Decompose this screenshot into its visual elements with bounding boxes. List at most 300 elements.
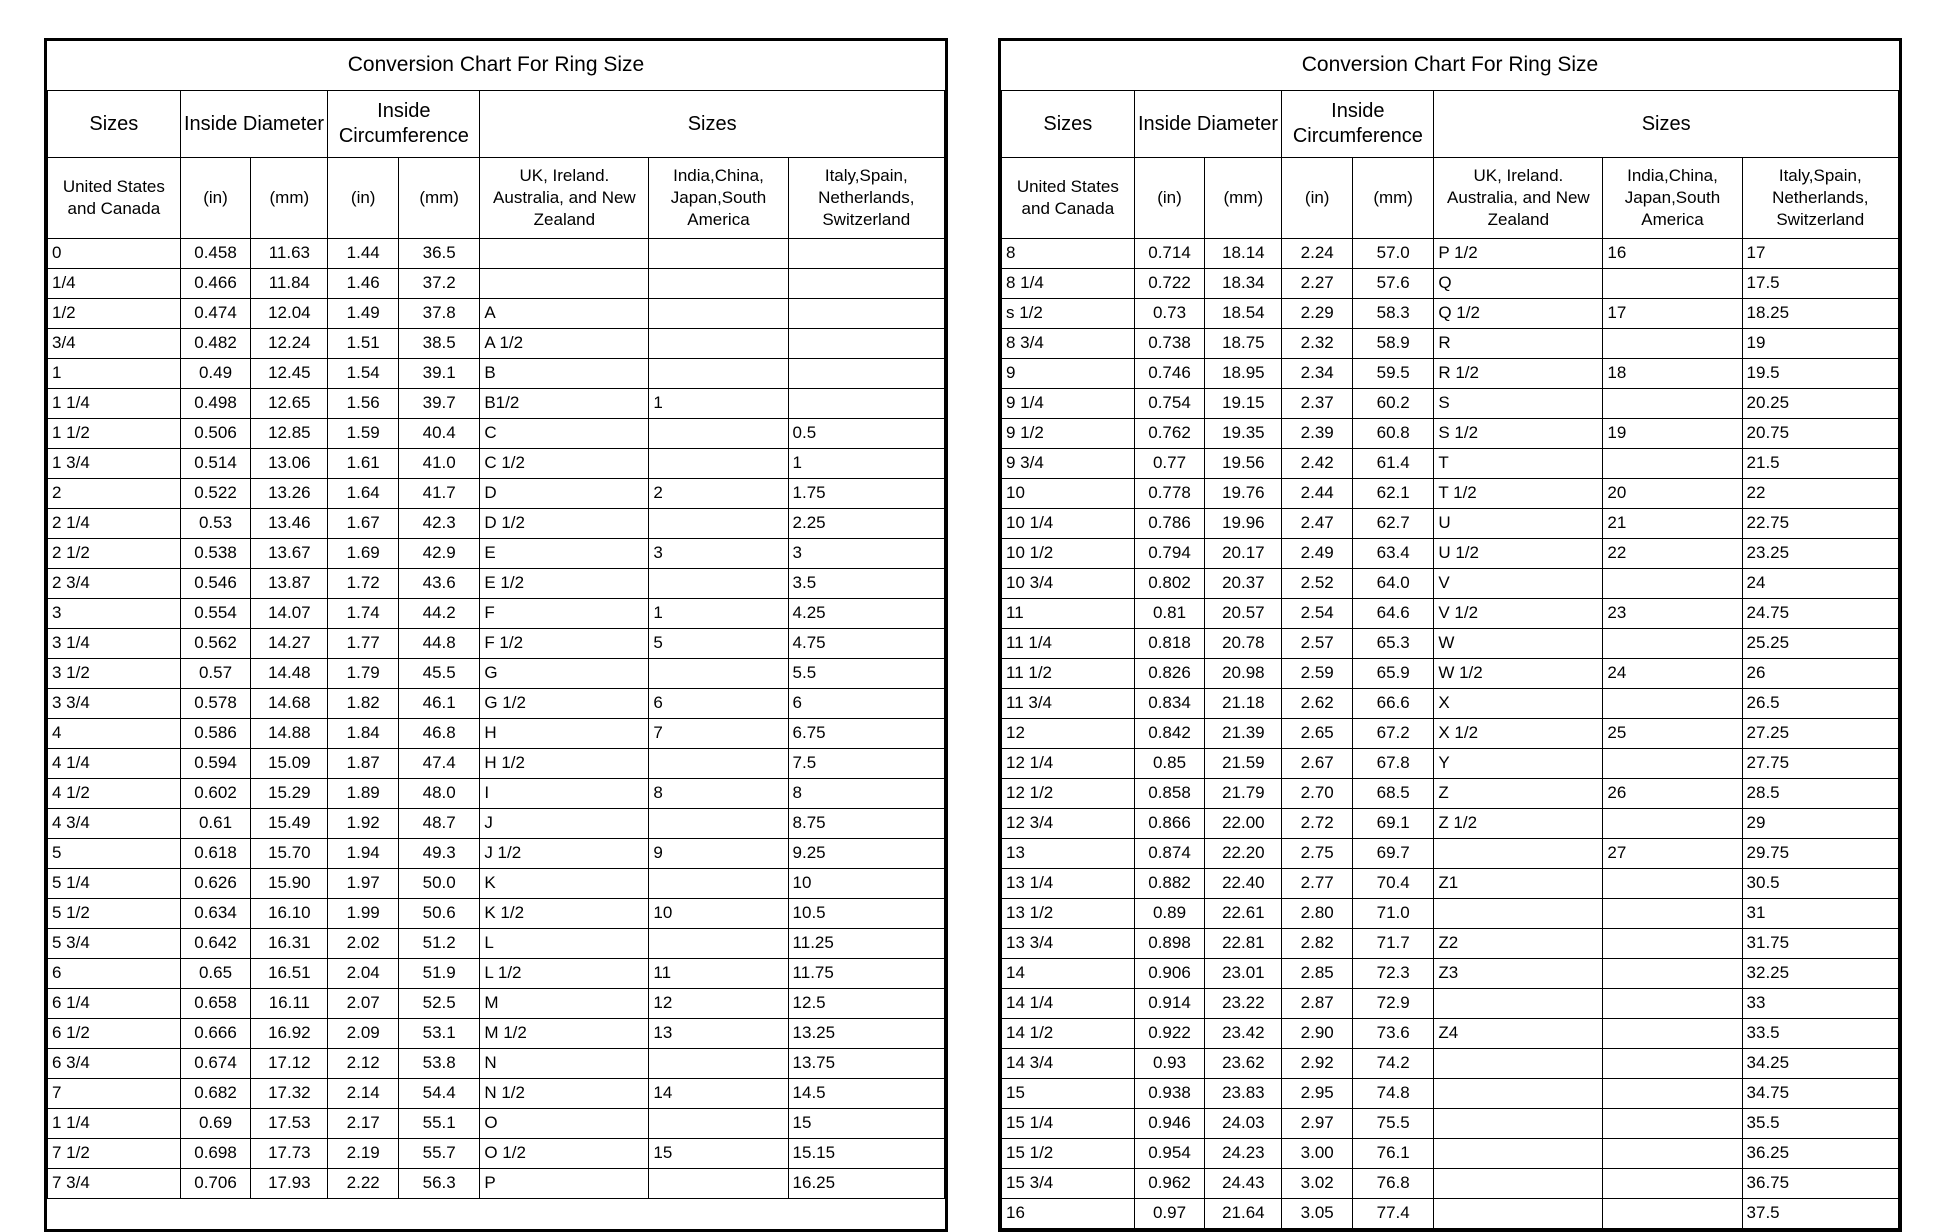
- table-cell: 46.1: [399, 689, 480, 719]
- table-cell: [1603, 1019, 1742, 1049]
- table-cell: 0.658: [180, 989, 251, 1019]
- table-row: [48, 629, 945, 659]
- table-cell: 0.714: [1134, 239, 1205, 269]
- table-cell: 34.75: [1742, 1079, 1898, 1109]
- table-cell: 1.94: [328, 839, 399, 869]
- table-cell: 15: [788, 1109, 944, 1139]
- table-cell: 1.54: [328, 359, 399, 389]
- table-cell: 62.7: [1353, 509, 1434, 539]
- table-cell: 19: [1742, 329, 1898, 359]
- table-cell: 0.458: [180, 239, 251, 269]
- table-cell: 27.25: [1742, 719, 1898, 749]
- table-cell: 51.2: [399, 929, 480, 959]
- table-cell: 0.738: [1134, 329, 1205, 359]
- table-cell: 15 3/4: [1002, 1169, 1135, 1199]
- table-cell: 1.89: [328, 779, 399, 809]
- table-cell: 0.834: [1134, 689, 1205, 719]
- table-cell: 30.5: [1742, 869, 1898, 899]
- table-cell: 24: [1742, 569, 1898, 599]
- table-cell: 24.23: [1205, 1139, 1282, 1169]
- table-cell: [1603, 989, 1742, 1019]
- table-cell: 2.12: [328, 1049, 399, 1079]
- table-cell: 0.842: [1134, 719, 1205, 749]
- table-cell: 25.25: [1742, 629, 1898, 659]
- table-cell: [480, 239, 649, 269]
- table-cell: 32.25: [1742, 959, 1898, 989]
- table-row: [1002, 269, 1899, 299]
- table-cell: 42.3: [399, 509, 480, 539]
- table-row: [48, 1169, 945, 1199]
- table-cell: 46.8: [399, 719, 480, 749]
- table-cell: [649, 419, 788, 449]
- table-cell: N 1/2: [480, 1079, 649, 1109]
- table-cell: 34.25: [1742, 1049, 1898, 1079]
- table-cell: 9.25: [788, 839, 944, 869]
- table-cell: 9 3/4: [1002, 449, 1135, 479]
- table-cell: 3.00: [1282, 1139, 1353, 1169]
- table-cell: 9: [649, 839, 788, 869]
- table-cell: G 1/2: [480, 689, 649, 719]
- table-cell: 17.53: [251, 1109, 328, 1139]
- table-cell: 74.2: [1353, 1049, 1434, 1079]
- table-cell: 0.618: [180, 839, 251, 869]
- table-cell: 50.0: [399, 869, 480, 899]
- table-cell: 5 1/2: [48, 899, 181, 929]
- table-cell: 1.67: [328, 509, 399, 539]
- table-cell: 64.0: [1353, 569, 1434, 599]
- table-cell: 19.5: [1742, 359, 1898, 389]
- table-cell: 6 3/4: [48, 1049, 181, 1079]
- table-row: [1002, 1049, 1899, 1079]
- table-cell: 13.06: [251, 449, 328, 479]
- table-cell: Z1: [1434, 869, 1603, 899]
- table-cell: 38.5: [399, 329, 480, 359]
- table-cell: 14 3/4: [1002, 1049, 1135, 1079]
- table-cell: 2 1/2: [48, 539, 181, 569]
- table-cell: 2: [649, 479, 788, 509]
- table-cell: 5: [649, 629, 788, 659]
- table-cell: 62.1: [1353, 479, 1434, 509]
- table-cell: 8 1/4: [1002, 269, 1135, 299]
- table-cell: V: [1434, 569, 1603, 599]
- table-cell: 1.61: [328, 449, 399, 479]
- table-cell: 26: [1742, 659, 1898, 689]
- table-cell: [788, 329, 944, 359]
- sub-header-us-canada: United States and Canada: [1002, 158, 1135, 239]
- table-cell: 24: [1603, 659, 1742, 689]
- table-cell: 11: [1002, 599, 1135, 629]
- table-cell: 4 1/2: [48, 779, 181, 809]
- table-cell: [649, 809, 788, 839]
- table-cell: 33: [1742, 989, 1898, 1019]
- table-cell: 2.92: [1282, 1049, 1353, 1079]
- table-cell: [649, 359, 788, 389]
- table-cell: 5: [48, 839, 181, 869]
- table-cell: 18.75: [1205, 329, 1282, 359]
- table-cell: 7: [649, 719, 788, 749]
- table-row: [48, 479, 945, 509]
- table-row: [1002, 569, 1899, 599]
- table-row: [48, 899, 945, 929]
- table-cell: [1434, 989, 1603, 1019]
- table-cell: 29.75: [1742, 839, 1898, 869]
- table-cell: 0.554: [180, 599, 251, 629]
- table-cell: Q: [1434, 269, 1603, 299]
- table-cell: 4: [48, 719, 181, 749]
- table-cell: 2.17: [328, 1109, 399, 1139]
- table-cell: 77.4: [1353, 1199, 1434, 1229]
- table-cell: 0.722: [1134, 269, 1205, 299]
- table-cell: [1603, 389, 1742, 419]
- table-cell: T: [1434, 449, 1603, 479]
- table-cell: 15.70: [251, 839, 328, 869]
- table-cell: E: [480, 539, 649, 569]
- table-cell: [480, 269, 649, 299]
- table-cell: L 1/2: [480, 959, 649, 989]
- table-cell: 21: [1603, 509, 1742, 539]
- table-title-row: [1002, 41, 1899, 91]
- table-cell: 0.818: [1134, 629, 1205, 659]
- table-cell: 0.602: [180, 779, 251, 809]
- table-cell: 37.8: [399, 299, 480, 329]
- table-cell: 16: [1002, 1199, 1135, 1229]
- table-cell: 2.49: [1282, 539, 1353, 569]
- table-cell: 2.29: [1282, 299, 1353, 329]
- table-cell: X: [1434, 689, 1603, 719]
- table-cell: I: [480, 779, 649, 809]
- table-row: [1002, 779, 1899, 809]
- table-cell: 3 3/4: [48, 689, 181, 719]
- table-cell: 18.54: [1205, 299, 1282, 329]
- table-cell: 65.9: [1353, 659, 1434, 689]
- table-cell: 49.3: [399, 839, 480, 869]
- table-cell: 56.3: [399, 1169, 480, 1199]
- table-cell: 23: [1603, 599, 1742, 629]
- table-cell: 2.59: [1282, 659, 1353, 689]
- table-cell: 50.6: [399, 899, 480, 929]
- table-cell: 4 1/4: [48, 749, 181, 779]
- table-cell: 13 3/4: [1002, 929, 1135, 959]
- table-cell: 23.42: [1205, 1019, 1282, 1049]
- table-cell: 2.97: [1282, 1109, 1353, 1139]
- table-cell: 0.858: [1134, 779, 1205, 809]
- table-cell: 14 1/4: [1002, 989, 1135, 1019]
- table-cell: 1.77: [328, 629, 399, 659]
- table-cell: 2.24: [1282, 239, 1353, 269]
- conversion-table-right: [1001, 41, 1899, 1229]
- table-cell: 10: [649, 899, 788, 929]
- table-row: [1002, 329, 1899, 359]
- table-cell: 1 3/4: [48, 449, 181, 479]
- table-cell: 31.75: [1742, 929, 1898, 959]
- table-cell: M: [480, 989, 649, 1019]
- table-cell: 22.81: [1205, 929, 1282, 959]
- table-cell: 76.8: [1353, 1169, 1434, 1199]
- table-cell: [649, 749, 788, 779]
- table-cell: 21.79: [1205, 779, 1282, 809]
- table-cell: 0.914: [1134, 989, 1205, 1019]
- table-cell: 15 1/4: [1002, 1109, 1135, 1139]
- table-cell: 0.802: [1134, 569, 1205, 599]
- sub-header-uk: UK, Ireland. Australia, and New Zealand: [480, 158, 649, 239]
- table-cell: 15.49: [251, 809, 328, 839]
- table-cell: 13 1/4: [1002, 869, 1135, 899]
- table-row: [1002, 419, 1899, 449]
- table-cell: 2.34: [1282, 359, 1353, 389]
- table-cell: T 1/2: [1434, 479, 1603, 509]
- table-cell: 0.674: [180, 1049, 251, 1079]
- table-cell: 0.642: [180, 929, 251, 959]
- table-cell: 8.75: [788, 809, 944, 839]
- table-cell: H 1/2: [480, 749, 649, 779]
- table-cell: [1434, 1109, 1603, 1139]
- table-cell: 0.746: [1134, 359, 1205, 389]
- table-cell: 37.5: [1742, 1199, 1898, 1229]
- table-cell: 7 1/2: [48, 1139, 181, 1169]
- table-cell: 3: [48, 599, 181, 629]
- table-cell: 2.62: [1282, 689, 1353, 719]
- table-cell: 13.46: [251, 509, 328, 539]
- table-cell: 0.754: [1134, 389, 1205, 419]
- table-cell: 0.53: [180, 509, 251, 539]
- table-cell: 20.57: [1205, 599, 1282, 629]
- table-cell: 2.52: [1282, 569, 1353, 599]
- table-cell: 1.82: [328, 689, 399, 719]
- table-cell: 12.5: [788, 989, 944, 1019]
- table-cell: 2 1/4: [48, 509, 181, 539]
- table-cell: 1.51: [328, 329, 399, 359]
- table-cell: 0.538: [180, 539, 251, 569]
- chart-title: Conversion Chart For Ring Size: [48, 41, 945, 91]
- table-cell: 17.93: [251, 1169, 328, 1199]
- table-row: [1002, 869, 1899, 899]
- table-cell: 64.6: [1353, 599, 1434, 629]
- ring-size-chart-right: [998, 38, 1902, 1232]
- table-cell: 24.03: [1205, 1109, 1282, 1139]
- table-row: [1002, 479, 1899, 509]
- table-cell: 2.09: [328, 1019, 399, 1049]
- table-cell: 6.75: [788, 719, 944, 749]
- table-cell: 18.25: [1742, 299, 1898, 329]
- table-cell: 0.906: [1134, 959, 1205, 989]
- table-cell: 2.95: [1282, 1079, 1353, 1109]
- table-cell: 12 1/2: [1002, 779, 1135, 809]
- table-cell: 13.26: [251, 479, 328, 509]
- table-cell: 9 1/4: [1002, 389, 1135, 419]
- table-cell: [1434, 899, 1603, 929]
- table-cell: [788, 359, 944, 389]
- table-cell: 19.15: [1205, 389, 1282, 419]
- table-cell: 24.75: [1742, 599, 1898, 629]
- table-cell: 60.2: [1353, 389, 1434, 419]
- table-cell: 71.0: [1353, 899, 1434, 929]
- group-header-sizes-us: Sizes: [48, 91, 181, 158]
- group-header-inside-circumference: Inside Circumference: [328, 91, 480, 158]
- table-cell: 57.6: [1353, 269, 1434, 299]
- table-cell: 0.954: [1134, 1139, 1205, 1169]
- table-row: [48, 569, 945, 599]
- table-row: [48, 989, 945, 1019]
- table-cell: 1.64: [328, 479, 399, 509]
- table-cell: 18: [1603, 359, 1742, 389]
- table-cell: [788, 389, 944, 419]
- table-cell: 6 1/2: [48, 1019, 181, 1049]
- table-cell: [1434, 1049, 1603, 1079]
- table-cell: 16.51: [251, 959, 328, 989]
- table-cell: F: [480, 599, 649, 629]
- table-cell: 17.73: [251, 1139, 328, 1169]
- table-cell: 1.84: [328, 719, 399, 749]
- table-cell: Q 1/2: [1434, 299, 1603, 329]
- table-row: [48, 929, 945, 959]
- sub-header-circumference-mm: (mm): [399, 158, 480, 239]
- table-cell: 0.634: [180, 899, 251, 929]
- table-cell: 15 1/2: [1002, 1139, 1135, 1169]
- table-row: [48, 1019, 945, 1049]
- table-row: [48, 689, 945, 719]
- table-cell: [1603, 869, 1742, 899]
- table-cell: 10.5: [788, 899, 944, 929]
- table-row: [48, 509, 945, 539]
- table-cell: 0.898: [1134, 929, 1205, 959]
- conversion-table-left: [47, 41, 945, 1199]
- table-row: [1002, 899, 1899, 929]
- table-cell: Z2: [1434, 929, 1603, 959]
- table-cell: 16: [1603, 239, 1742, 269]
- table-cell: 6: [649, 689, 788, 719]
- table-cell: 16.10: [251, 899, 328, 929]
- table-cell: 3 1/4: [48, 629, 181, 659]
- table-cell: [1603, 329, 1742, 359]
- table-cell: [649, 509, 788, 539]
- table-cell: 40.4: [399, 419, 480, 449]
- table-cell: 54.4: [399, 1079, 480, 1109]
- table-cell: 0.794: [1134, 539, 1205, 569]
- table-cell: 22.40: [1205, 869, 1282, 899]
- table-cell: 5 3/4: [48, 929, 181, 959]
- table-cell: 0.866: [1134, 809, 1205, 839]
- table-cell: [788, 239, 944, 269]
- table-cell: 13: [649, 1019, 788, 1049]
- table-cell: 74.8: [1353, 1079, 1434, 1109]
- table-row: [1002, 839, 1899, 869]
- table-row: [1002, 749, 1899, 779]
- table-cell: 1.75: [788, 479, 944, 509]
- table-cell: 12.24: [251, 329, 328, 359]
- table-cell: 0.89: [1134, 899, 1205, 929]
- table-title-row: [48, 41, 945, 91]
- table-cell: 0.682: [180, 1079, 251, 1109]
- table-cell: 2.85: [1282, 959, 1353, 989]
- table-cell: O 1/2: [480, 1139, 649, 1169]
- table-cell: 1 1/4: [48, 389, 181, 419]
- table-cell: 53.1: [399, 1019, 480, 1049]
- table-cell: 7.5: [788, 749, 944, 779]
- table-cell: 2.77: [1282, 869, 1353, 899]
- table-cell: 75.5: [1353, 1109, 1434, 1139]
- table-cell: 11: [649, 959, 788, 989]
- table-cell: 14.48: [251, 659, 328, 689]
- table-cell: 7: [48, 1079, 181, 1109]
- table-cell: [1603, 1079, 1742, 1109]
- table-row: [1002, 689, 1899, 719]
- table-cell: 12.04: [251, 299, 328, 329]
- table-cell: 0.482: [180, 329, 251, 359]
- table-cell: B1/2: [480, 389, 649, 419]
- table-cell: 22.20: [1205, 839, 1282, 869]
- table-cell: 0.762: [1134, 419, 1205, 449]
- table-cell: X 1/2: [1434, 719, 1603, 749]
- table-cell: 2.07: [328, 989, 399, 1019]
- table-row: [1002, 449, 1899, 479]
- table-cell: 1.44: [328, 239, 399, 269]
- group-header-inside-diameter: Inside Diameter: [1134, 91, 1282, 158]
- table-row: [1002, 509, 1899, 539]
- table-cell: 22.61: [1205, 899, 1282, 929]
- table-cell: 2.87: [1282, 989, 1353, 1019]
- table-cell: 48.0: [399, 779, 480, 809]
- sub-header-row: [1002, 158, 1899, 239]
- table-row: [48, 869, 945, 899]
- table-cell: 3: [788, 539, 944, 569]
- table-cell: 8: [649, 779, 788, 809]
- table-row: [1002, 1169, 1899, 1199]
- table-cell: [788, 269, 944, 299]
- table-cell: 14: [1002, 959, 1135, 989]
- sub-header-italy: Italy,Spain, Netherlands, Switzerland: [1742, 158, 1898, 239]
- table-cell: E 1/2: [480, 569, 649, 599]
- table-row: [1002, 299, 1899, 329]
- table-cell: 16.25: [788, 1169, 944, 1199]
- table-cell: 0.666: [180, 1019, 251, 1049]
- table-cell: 61.4: [1353, 449, 1434, 479]
- table-row: [48, 389, 945, 419]
- table-cell: 76.1: [1353, 1139, 1434, 1169]
- table-cell: 21.64: [1205, 1199, 1282, 1229]
- table-cell: 11 1/2: [1002, 659, 1135, 689]
- table-cell: 12.85: [251, 419, 328, 449]
- table-cell: 1.56: [328, 389, 399, 419]
- table-cell: [649, 449, 788, 479]
- table-row: [1002, 989, 1899, 1019]
- table-cell: 27: [1603, 839, 1742, 869]
- table-cell: 20.25: [1742, 389, 1898, 419]
- table-cell: 26: [1603, 779, 1742, 809]
- table-cell: [1603, 899, 1742, 929]
- table-cell: 2.72: [1282, 809, 1353, 839]
- table-cell: 12.45: [251, 359, 328, 389]
- table-cell: 20.17: [1205, 539, 1282, 569]
- table-cell: 0.778: [1134, 479, 1205, 509]
- table-row: [48, 1049, 945, 1079]
- table-row: [1002, 239, 1899, 269]
- chart-title: Conversion Chart For Ring Size: [1002, 41, 1899, 91]
- table-row: [1002, 719, 1899, 749]
- table-cell: [649, 239, 788, 269]
- table-cell: 3.05: [1282, 1199, 1353, 1229]
- table-cell: 0.546: [180, 569, 251, 599]
- table-cell: 15.90: [251, 869, 328, 899]
- table-cell: 1.79: [328, 659, 399, 689]
- table-cell: 2.02: [328, 929, 399, 959]
- table-cell: [1603, 1049, 1742, 1079]
- table-cell: 20.78: [1205, 629, 1282, 659]
- table-cell: 22: [1742, 479, 1898, 509]
- group-header-row: [48, 91, 945, 158]
- sub-header-row: [48, 158, 945, 239]
- table-cell: 2.47: [1282, 509, 1353, 539]
- table-cell: 29: [1742, 809, 1898, 839]
